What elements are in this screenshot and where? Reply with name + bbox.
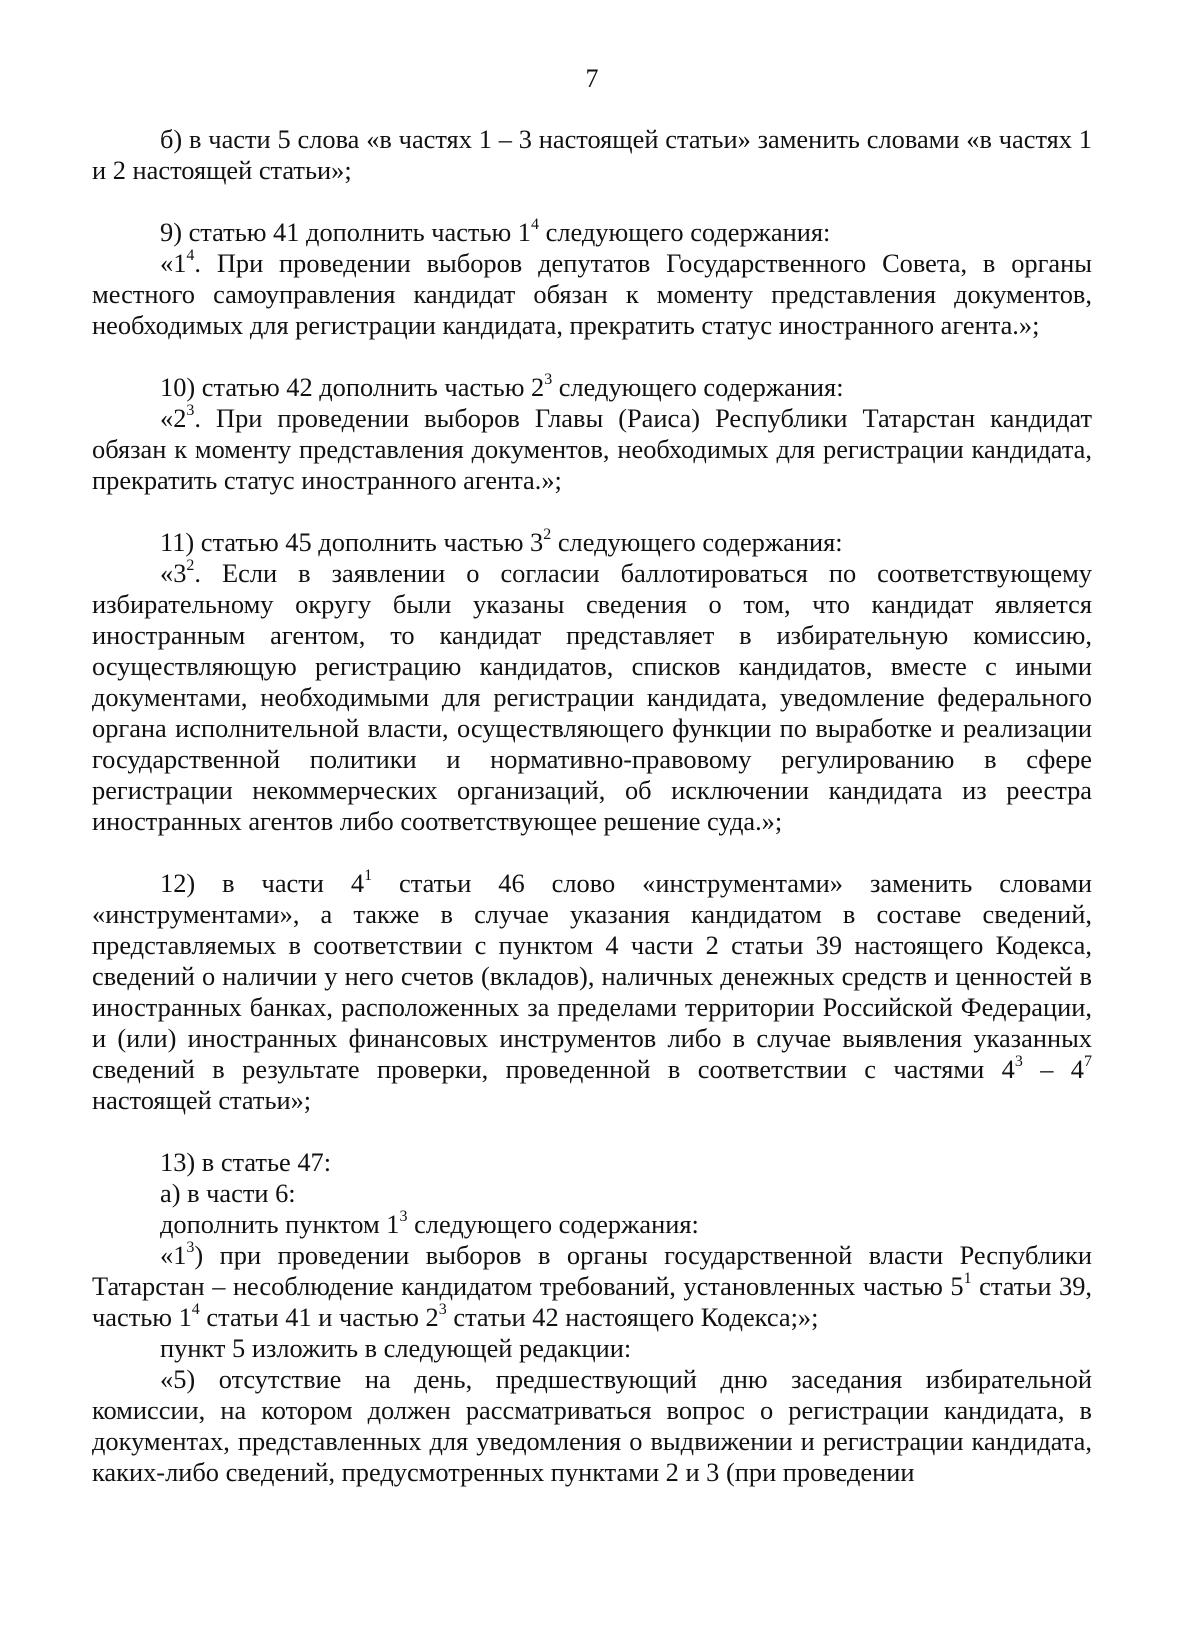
superscript: 4 [191,1301,200,1319]
superscript: 7 [1084,1053,1092,1071]
superscript: 2 [186,557,195,575]
document-body [92,124,1092,1488]
superscript: 4 [531,216,540,234]
paragraph: «$2^3$. При проведении выборов Главы (Раиса) Республики Татарстан кандидат обязан к моменту представления документов, необходимых для регистрации кандидата, прекратить статус иностранного агента.»; [92,402,1092,495]
superscript: 2 [543,526,552,544]
paragraph: «$1^3$) при проведении выборов в органы государственной власти Республики Татарстан – несоблюдение кандидатом требований, установленных частью $5^1$ статьи 39, частью $1^4$ статьи 41 и частью $2^3$ статьи 42 настоящего Кодекса;»; [92,1239,1093,1332]
superscript: 3 [1014,1053,1023,1071]
paragraph: 12) в части $4^1$ статьи 46 слово «инструментами» заменить словами «инструментами», а также в случае указания кандидатом в составе сведений, представляемых в соответствии с пунктом 4 части 2 статьи 39 настоящего Кодекса, сведений о наличии у него счетов (вкладов), наличных денежных средств и ценностей в иностранных банках, расположенных за пределами территории Российской Федерации, и (или) иностранных финансовых инструментов либо в случае выявления указанных сведений в результате проверки, проведенной в соответствии с частями $4^3 - 4^7$ настоящей статьи»; [92,867,1093,1115]
paragraph: 10) статью 42 дополнить частью $2^3$ следующего содержания: [160,371,844,402]
paragraph: «$1^4$. При проведении выборов депутатов Государственного Совета, в органы местного самоуправления кандидат обязан к моменту представления документов, необходимых для регистрации кандидата, прекратить статус иностранного агента.»; [92,247,1092,340]
paragraph: 11) статью 45 дополнить частью $3^2$ следующего содержания: [160,526,843,557]
paragraph: «$3^2$. Если в заявлении о согласии баллотироваться по соответствующему избирательному округу были указаны сведения о том, что кандидат является иностранным агентом, то кандидат представляет в избирательную комиссию, осуществляющую регистрацию кандидатов, списков кандидатов, вместе с иными документами, необходимыми для регистрации кандидата, уведомление федерального органа исполнительной власти, осуществляющего функции по выработке и реализации государственной политики и нормативно-правовому регулированию в сфере регистрации некоммерческих организаций, об исключении кандидата из реестра иностранных агентов либо соответствующее решение суда.»; [92,557,1092,836]
superscript: 3 [399,1208,408,1226]
paragraph: 9) статью 41 дополнить частью $1^4$ следующего содержания: [160,216,831,247]
paragraph: «5) отсутствие на день, предшествующий дню заседания избирательной комиссии, на котором должен рассматриваться вопрос о регистрации кандидата, в документах, представленных для уведомления о выдвижении и регистрации кандидата, каких-либо сведений, предусмотренных пунктами 2 и 3 (при проведении [92,1364,1092,1487]
superscript: 1 [364,867,373,885]
page-number: 7 [585,64,599,93]
superscript: 3 [544,371,553,389]
superscript: 4 [186,247,195,265]
superscript: 1 [963,1270,972,1288]
paragraph: а) в части 6: [160,1178,296,1208]
superscript: 3 [186,1239,195,1257]
paragraph: пункт 5 изложить в следующей редакции: [160,1333,632,1363]
paragraph: б) в части 5 слова «в частях 1 – 3 настоящей статьи» заменить словами «в частях 1 и 2 настоящей статьи»; [92,124,1092,185]
paragraph: дополнить пунктом $1^3$ следующего содержания: [160,1208,699,1239]
document-page [92,0,1092,1642]
paragraph: 13) в статье 47: [160,1147,332,1177]
superscript: 3 [438,1301,447,1319]
superscript: 3 [186,402,195,420]
